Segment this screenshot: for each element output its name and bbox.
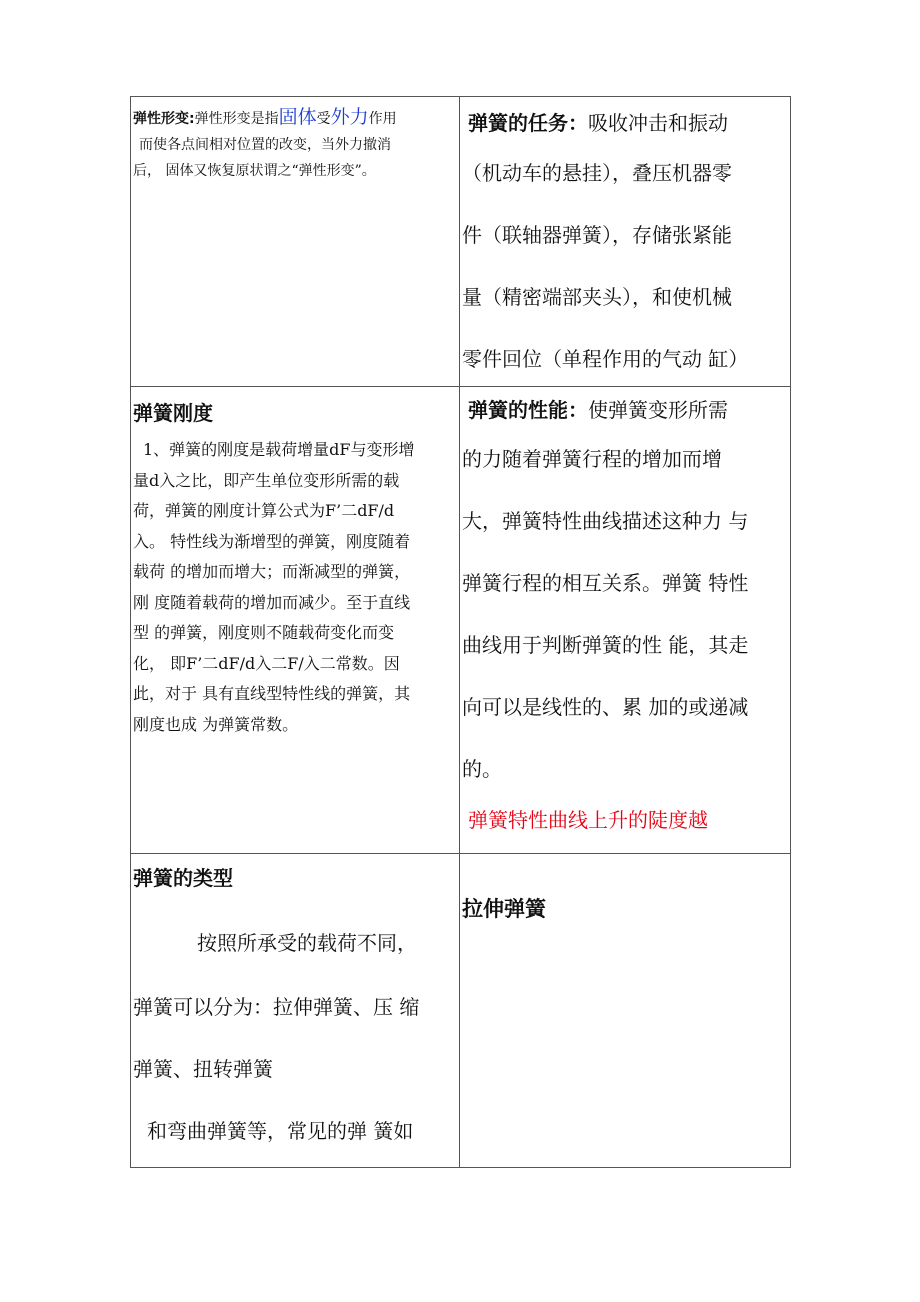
- cell-line: [462, 104, 788, 142]
- cell-line: 弹簧可以分为：拉伸弹簧、压 缩: [133, 995, 420, 1019]
- cell-line: 按照所承受的载荷不同，: [197, 931, 417, 955]
- column-divider: [459, 96, 460, 1168]
- text-span: 吸收冲击和振动: [588, 111, 728, 135]
- cell-elastic-deformation: [133, 104, 457, 384]
- cell-heading: 弹簧的任务：: [468, 111, 588, 135]
- cell-tension-spring: [462, 890, 788, 1164]
- row-divider: [130, 853, 791, 854]
- cell-line: 曲线用于判断弹簧的性 能，其走: [462, 633, 749, 657]
- cell-line: 而使各点间相对位置的改变，当外力撤消: [139, 137, 391, 153]
- cell-spring-tasks: [462, 104, 788, 386]
- section-title: 弹簧刚度: [133, 401, 213, 425]
- cell-line: [133, 104, 457, 132]
- cell-line: 零件回位（单程作用的气动 缸）: [462, 347, 749, 371]
- cell-line: 的。: [462, 757, 502, 781]
- text-span: 弹性形变是指: [194, 111, 279, 127]
- cell-spring-types: [133, 858, 457, 1166]
- cell-line: 后， 固体又恢复原状谓之“弹性形变”。: [133, 163, 376, 179]
- cell-line: 弹簧、扭转弹簧: [133, 1057, 273, 1081]
- cell-spring-performance: [462, 392, 788, 853]
- row-divider: [130, 386, 791, 387]
- cell-line: [462, 392, 788, 428]
- cell-line: 向可以是线性的、累 加的或递减: [462, 695, 749, 719]
- cell-line: 荷，弹簧的刚度计算公式为F’二dF/d: [133, 501, 395, 520]
- highlight-solid: 固体: [278, 106, 317, 128]
- cell-line: 刚度也成 为弹簧常数。: [133, 714, 299, 734]
- cell-line: 刚 度随着载荷的增加而减少。至于直线: [133, 592, 411, 612]
- highlight-force: 外力: [330, 106, 369, 128]
- cell-line: 1、弹簧的刚度是载荷增量dF与变形增: [143, 440, 415, 459]
- cell-line: 此，对于 具有直线型特性线的弹簧，其: [133, 684, 411, 703]
- cell-spring-stiffness: [133, 393, 457, 851]
- cell-line: 量d入之比，即产生单位变形所需的载: [133, 470, 400, 490]
- cell-line: 载荷 的增加而增大；而渐减型的弹簧，: [133, 562, 411, 581]
- section-title: 弹簧的类型: [133, 866, 233, 890]
- term-label: 弹性形变:: [133, 111, 195, 127]
- cell-line: 化， 即F’二dF/d入二F/入二常数。因: [133, 653, 400, 673]
- clipped-red-text: 弹簧特性曲线上升的陡度越: [468, 808, 708, 832]
- cell-line: 量（精密端部夹头），和使机械: [462, 285, 732, 309]
- cell-line: 弹簧行程的相互关系。弹簧 特性: [462, 571, 749, 595]
- cell-line: 的力随着弹簧行程的增加而增: [462, 447, 722, 471]
- cell-line: 大，弹簧特性曲线描述这种力 与: [462, 509, 749, 533]
- cell-line: 型 的弹簧，刚度则不随载荷变化而变: [133, 623, 395, 642]
- cell-line: 和弯曲弹簧等，常见的弹 簧如: [147, 1119, 414, 1143]
- cell-heading: 弹簧的性能：: [468, 398, 588, 422]
- cell-line: 入。 特性线为渐增型的弹簧，刚度随着: [133, 531, 411, 551]
- text-span: 作用: [368, 111, 397, 127]
- cell-line: （机动车的悬挂），叠压机器零: [462, 161, 732, 185]
- section-title: 拉伸弹簧: [462, 897, 546, 921]
- cell-line: 件（联轴器弹簧），存储张紧能: [462, 223, 732, 247]
- text-span: 受: [316, 111, 331, 127]
- text-span: 使弹簧变形所需: [588, 398, 728, 422]
